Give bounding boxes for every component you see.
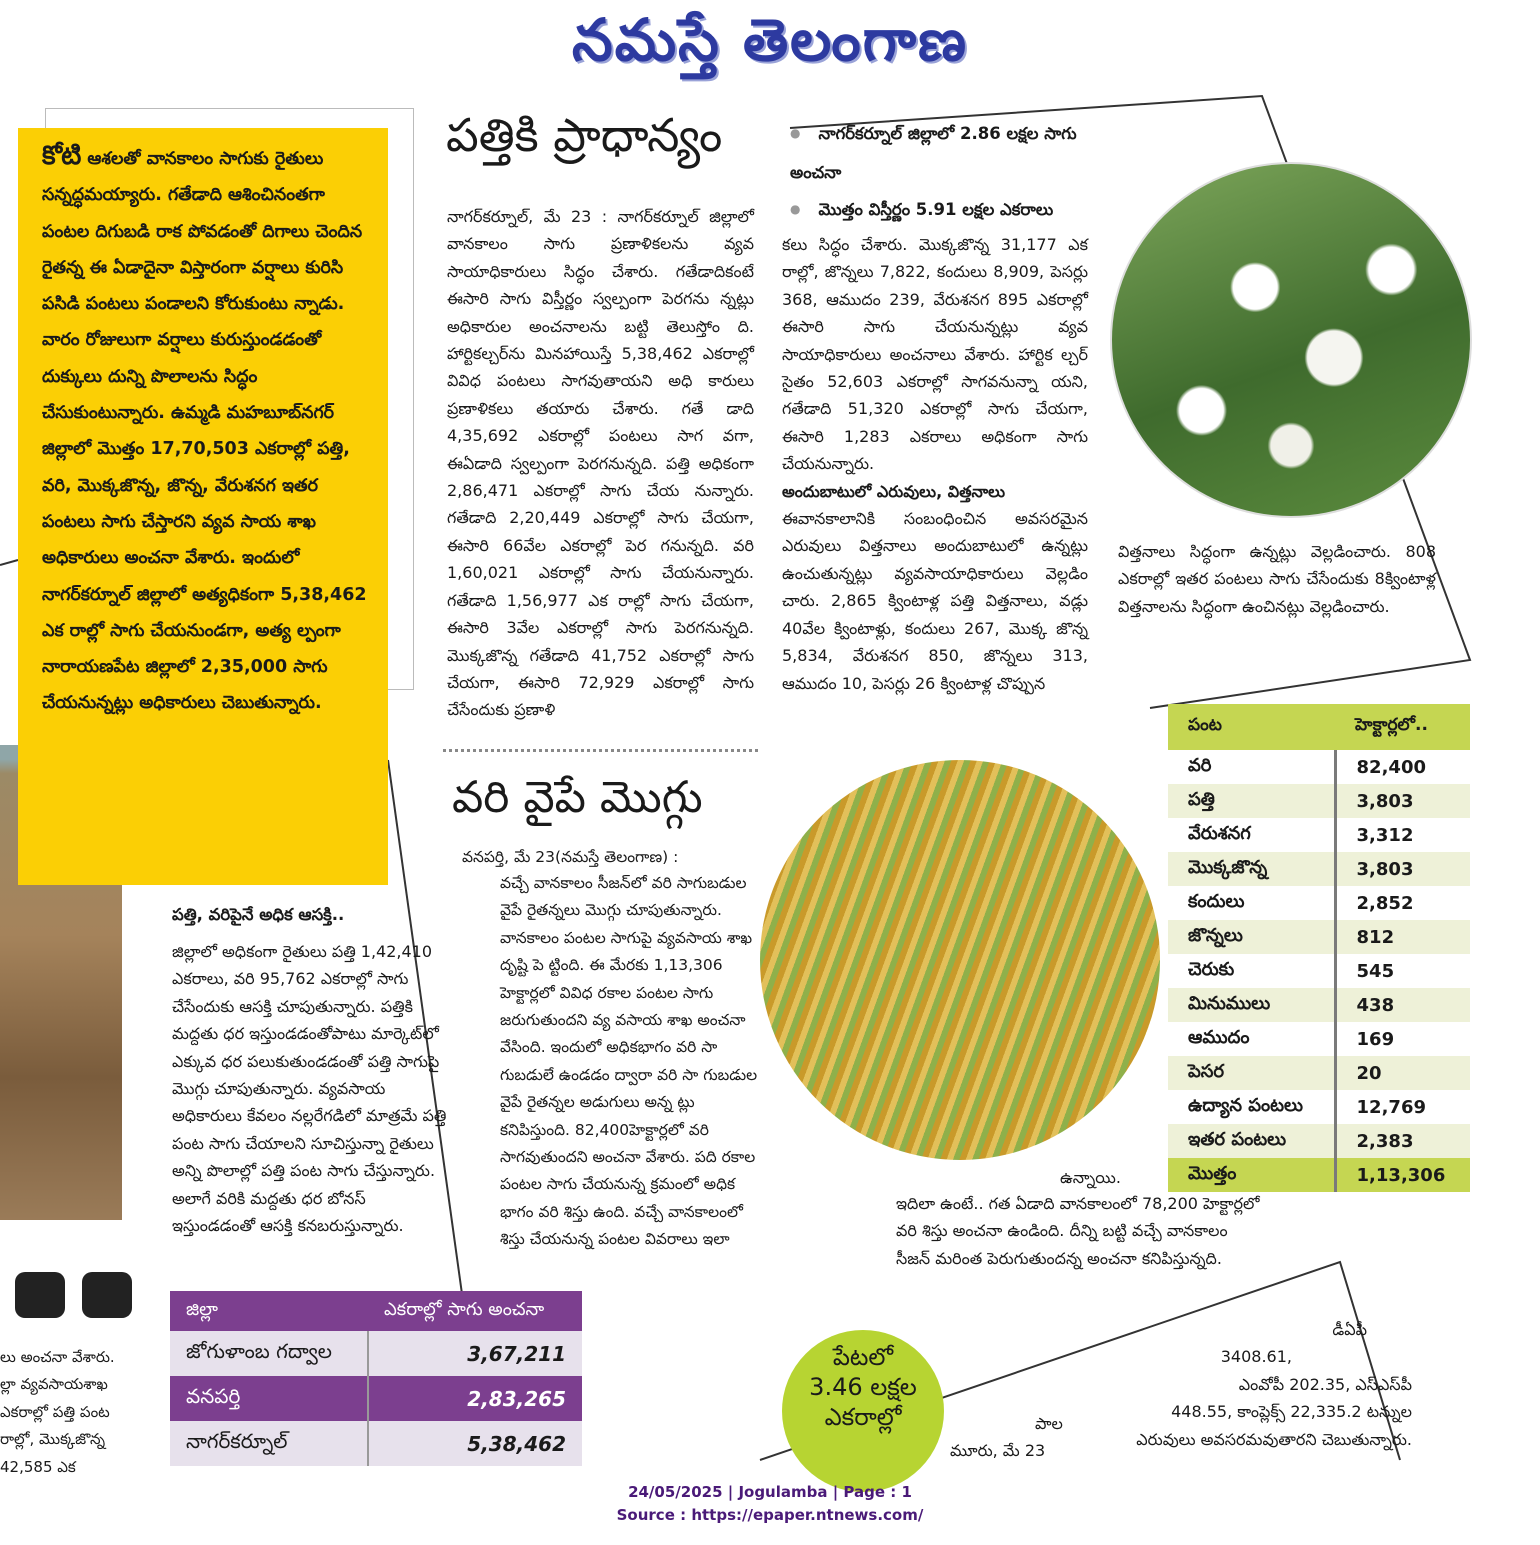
cotton-story-col2b-text: ఈవానకాలానికి సంబంధించిన అవసరమైన ఎరువులు విత్తనాలు అందుబాటులో ఉన్నట్లు ఉంచుతున్నట్లు వ్యవసాయాధికారులు వెల్లడిం చారు. 2,865 క్వింటాళ్ల పత్తి విత్తనాలు, వడ్లు 40వేల క్వింటాళ్లు, కందులు 267, మొక్క జొన్న 5,834, వేరుశనగ 850, జొన్నలు 313, ఆముదం 10, పెసర్లు 26 క్వింటాళ్ల చొప్పున [782, 509, 1088, 693]
crop-name: మినుములు [1168, 988, 1335, 1022]
dotted-divider [443, 749, 758, 752]
crop-name: జొన్నలు [1168, 920, 1335, 954]
table-row [1168, 852, 1470, 886]
intro-dropcap: కోటి [42, 141, 82, 171]
dot-graphic [15, 1272, 65, 1318]
cotton-story-col1: నాగర్‌కర్నూల్, మే 23 : నాగర్‌కర్నూల్ జిల్లాలో వానకాలం సాగు ప్రణాళికలను వ్యవ సాయాధికారులు సిద్ధం చేశారు. గతేడాదికంటే ఈసారి సాగు విస్తీర్ణం స్వల్పంగా పెరగను న్నట్లు అధికారుల అంచనాలను బట్టి తెలుస్తోం ది. హార్టికల్చర్‌ను మినహాయిస్తే 5,38,462 ఎకరాల్లో వివిధ పంటలు సాగవుతాయని అధి కారులు ప్రణాళికలు తయారు చేశారు. గతే డాది 4,35,692 ఎకరాల్లో పంటలు సాగ వగా, ఈఏడాది స్వల్పంగా పెరగనున్నది. పత్తి అధికంగా 2,86,471 ఎకరాల్లో సాగు చేయ నున్నారు. గతేడాది 2,20,449 ఎకరాల్లో సాగు చేయగా, ఈసారి 66వేల ఎకరాల్లో పెర గనున్నది. వరి 1,60,021 ఎకరాల్లో సాగు చేయనున్నారు. గతేడాది 1,56,977 ఎక రాల్లో సాగు చేయగా, ఈసారి 3వేల ఎకరాల్లో సాగు పెరగనున్నది. మొక్కజొన్న గతేడాది 41,752 ఎకరాల్లో సాగు చేయగా, ఈసారి 72,929 ఎకరాల్లో సాగు చేసేందుకు ప్రణాళి [447, 207, 754, 720]
table-row [1168, 886, 1470, 920]
fertilizer-line: 3408.61, [1220, 1347, 1292, 1367]
crop-area: 82,400 [1335, 750, 1470, 784]
table-header: పంట [1168, 704, 1335, 750]
circle-line: 3.46 లక్షల [809, 1373, 917, 1401]
table-row [170, 1331, 582, 1376]
footer-date: 24/05/2025 | Jogulamba | Page : 1 [628, 1483, 912, 1501]
table-header: ఎకరాల్లో సాగు అంచనా [368, 1291, 582, 1331]
crop-area: 3,803 [1335, 784, 1470, 818]
crop-name: ఆముదం [1188, 1026, 1250, 1048]
table-row [1168, 784, 1470, 818]
district-name: జోగుళాంబ గద్వాల [170, 1331, 368, 1376]
crop-name: పత్తి [1168, 784, 1335, 818]
crop-area: 3,312 [1335, 818, 1470, 852]
table-header: హెక్టార్లలో.. [1335, 704, 1470, 750]
crop-area-table [1168, 704, 1470, 1192]
crop-area: 1,13,306 [1335, 1158, 1470, 1192]
headline-paddy: వరి వైపే మొగ్గు [452, 772, 703, 823]
bullet-item: ● నాగర్‌కర్నూల్ జిల్లాలో 2.86 లక్షల సాగు అంచనా [790, 115, 1130, 191]
fragment-line: లు అంచనా వేశారు. [0, 1348, 115, 1366]
table-row [1168, 1090, 1470, 1124]
table-row [1168, 1056, 1470, 1090]
bullet-list [790, 115, 1130, 230]
table-row [1168, 1022, 1470, 1056]
table-row [170, 1421, 582, 1466]
paddy-tail2: ఇదిలా ఉంటే.. గత ఏడాది వానకాలంలో 78,200 హెక్టార్లలో వరి శిస్తు అంచనా ఉండింది. దీన్ని బట్టి వచ్చే వానకాలం సీజన్ మరింత పెరుగుతుందన్న అంచనా కనిపిస్తున్నది. [896, 1194, 1260, 1268]
intro-text: ఆశలతో వానకాలం సాగుకు రైతులు సన్నద్ధమయ్యారు. గతేడాది ఆశించినంతగా పంటల దిగుబడి రాక పోవడంతో దిగాలు చెందిన రైతన్న ఈ ఏడాదైనా విస్తారంగా వర్షాలు కురిసి పసిడి పంటలు పండాలని కోరుకుంటు న్నాడు. వారం రోజులుగా వర్షాలు కురుస్తుండడంతో దుక్కులు దున్ని పొలాలను సిద్ధం చేసుకుంటున్నారు. ఉమ్మడి మహబూబ్‌నగర్ జిల్లాలో మొత్తం 17,70,503 ఎకరాల్లో పత్తి, వరి, మొక్కజొన్న, జొన్న, వేరుశనగ ఇతర పంటలు సాగు చేస్తారని వ్యవ సాయ శాఖ అధికారులు అంచనా వేశారు. ఇందులో నాగర్‌కర్నూల్ జిల్లాలో అత్యధికంగా 5,38,462 ఎక రాల్లో సాగు చేయనుండగా, అత్య ల్పంగా నారాయణపేట జిల్లాలో 2,35,000 సాగు చేయనున్నట్లు అధికారులు చెబుతున్నారు. [42, 149, 367, 714]
table-row [1168, 1124, 1470, 1158]
table-row [170, 1376, 582, 1421]
crop-area: 2,383 [1335, 1124, 1470, 1158]
footer [0, 1481, 1540, 1527]
crop-area: 2,852 [1335, 886, 1470, 920]
district-acres: 2,83,265 [368, 1376, 582, 1421]
subhead-fertilizer: అందుబాటులో ఎరువులు, విత్తనాలు [782, 481, 1006, 501]
district-table [170, 1291, 582, 1466]
crop-name: వేరుశనగ [1188, 822, 1251, 844]
fragment-line: ఎకరాల్లో పత్తి పంట [0, 1402, 110, 1421]
crop-name: కందులు [1188, 890, 1245, 912]
paddy-dateline: వనపర్తి, మే 23(నమస్తే తెలంగాణ) : [462, 848, 679, 866]
fertilizer-story [1122, 1316, 1412, 1453]
fertilizer-line: డీఏపీ [1332, 1320, 1367, 1339]
intro-box [18, 128, 388, 885]
masthead: నమస్తే తెలంగాణ [572, 6, 968, 74]
crop-area: 812 [1335, 920, 1470, 954]
district-name: వనపర్తి [170, 1376, 368, 1421]
dot-graphic [82, 1272, 132, 1318]
crop-name: ఇతర పంటలు [1168, 1124, 1335, 1158]
footer-source: Source : https://epaper.ntnews.com/ [616, 1506, 924, 1524]
table-row [1168, 988, 1470, 1022]
paddy-tail1: ఉన్నాయి. [1060, 1168, 1121, 1187]
bullet-item: ● మొత్తం విస్తీర్ణం 5.91 లక్షల ఎకరాలు [790, 191, 1130, 230]
crop-area: 438 [1335, 988, 1470, 1022]
crop-area: 545 [1335, 954, 1470, 988]
district-acres: 5,38,462 [368, 1421, 582, 1466]
cotton-photo [1110, 162, 1472, 518]
fertilizer-line: ఎంవోపీ 202.35, ఎస్ఎస్‌పీ [1238, 1374, 1412, 1394]
crop-name: వరి [1188, 754, 1212, 776]
paddy-photo [760, 760, 1160, 1160]
crop-name: పెసర [1168, 1056, 1335, 1090]
fragment-line: రాల్లో, మొక్కజొన్న [0, 1430, 106, 1449]
crop-name: చెరుకు [1188, 958, 1235, 980]
fertilizer-line: 448.55, కాంప్లెక్స్ 22,335.2 టన్నుల [1171, 1402, 1412, 1422]
circle-line: ఎకరాల్లో [824, 1403, 902, 1431]
cotton-story-col2 [782, 231, 1088, 697]
crop-name: మొత్తం [1168, 1158, 1335, 1192]
table-header: జిల్లా [170, 1291, 368, 1331]
crop-area: 3,803 [1335, 852, 1470, 886]
headline-cotton: పత్తికి ప్రాధాన్యం [446, 108, 723, 162]
paddy-story-body: వచ్చే వానకాలం సీజన్‌లో వరి సాగుబడుల వైపే రైతన్నలు మొగ్గు చూపుతున్నారు. వానకాలం పంటల సాగుపై వ్యవసాయ శాఖ దృష్టి పె ట్టింది. ఈ మేరకు 1,13,306 హెక్టార్లలో వివిధ రకాల పంటల సాగు జరుగుతుందని వ్య వసాయ శాఖ అంచనా వేసింది. ఇందులో అధికభాగం వరి సా గుబడులే ఉండడం ద్వారా వరి సా గుబడుల వైపే రైతన్నల అడుగులు అన్న ట్లు కనిపిస్తుంది. 82,400హెక్టార్లలో వరి సాగవుతుందని అంచనా వేశారు. పది రకాల పంటల సాగు చేయనున్న క్రమంలో అధిక భాగం వరి శిస్తు ఉంది. వచ్చే వానకాలంలో శిస్తు చేయనున్న పంటల వివరాలు ఇలా [500, 874, 758, 1249]
table-row [1168, 1158, 1470, 1192]
crop-area: 169 [1335, 1022, 1470, 1056]
circle-line: పేటలో [832, 1343, 894, 1371]
crop-name: ఉద్యాన పంటలు [1188, 1094, 1304, 1116]
fragment-line: 42,585 ఎక [0, 1457, 76, 1476]
district-acres: 3,67,211 [368, 1331, 582, 1376]
highlight-circle [782, 1330, 944, 1492]
subhead-interest: పత్తి, వరిపైనే అధిక ఆసక్తి.. [172, 905, 345, 924]
district-name: నాగర్‌కర్నూల్ [170, 1421, 368, 1466]
left-fragments [0, 1344, 140, 1481]
palamuru-dateline-1: పాల [1035, 1414, 1063, 1433]
fertilizer-line: ఎరువులు అవసరమవుతారని చెబుతున్నారు. [1136, 1429, 1412, 1449]
table-row [1168, 750, 1470, 784]
palamuru-dateline-2: మూరు, మే 23 [950, 1441, 1046, 1460]
fragment-line: ల్లా వ్యవసాయశాఖ [0, 1375, 108, 1394]
cotton-story-col3: విత్తనాలు సిద్ధంగా ఉన్నట్లు వెల్లడించారు. 808 ఎకరాల్లో ఇతర పంటలు సాగు చేసేందుకు 8క్వింటాళ్ల విత్తనాలను సిద్ధంగా ఉంచినట్లు వెల్లడించారు. [1118, 542, 1436, 616]
table-row [1168, 920, 1470, 954]
cotton-story-col2-text: కలు సిద్ధం చేశారు. మొక్కజొన్న 31,177 ఎక రాల్లో, జొన్నలు 7,822, కందులు 8,909, పెసర్లు 368, ఆముదం 239, వేరుశనగ 895 ఎకరాల్లో ఈసారి సాగు చేయనున్నట్లు వ్యవ సాయాధికారులు అంచనాలు వేశారు. హార్టిక ల్చర్ సైతం 52,603 ఎకరాల్లో సాగవనున్నా యని, గతేడాది 51,320 ఎకరాల్లో సాగు చేయగా, ఈసారి 1,283 ఎకరాలు అధికంగా సాగు చేయనున్నారు. [782, 235, 1088, 474]
crop-area: 12,769 [1335, 1090, 1470, 1124]
interest-story-body: జిల్లాలో అధికంగా రైతులు పత్తి 1,42,410 ఎకరాలు, వరి 95,762 ఎకరాల్లో సాగు చేసేందుకు ఆసక్తి చూపుతున్నారు. పత్తికి మద్దతు ధర ఇస్తుండడంతోపాటు మార్కెట్‌లో ఎక్కువ ధర పలుకుతుండడంతో పత్తి సాగుపై మొగ్గు చూపుతున్నారు. వ్యవసాయ అధికారులు కేవలం నల్లరేగడిలో మాత్రమే పత్తి పంట సాగు చేయాలని సూచిస్తున్నా రైతులు అన్ని పొలాల్లో పత్తి పంట సాగు చేస్తున్నారు. అలాగే వరికి మద్దతు ధర బోనస్ ఇస్తుండడంతో ఆసక్తి కనబరుస్తున్నారు. [172, 942, 447, 1236]
table-row [1168, 818, 1470, 852]
crop-area: 20 [1335, 1056, 1470, 1090]
table-row [1168, 954, 1470, 988]
crop-name: మొక్కజొన్న [1168, 852, 1335, 886]
